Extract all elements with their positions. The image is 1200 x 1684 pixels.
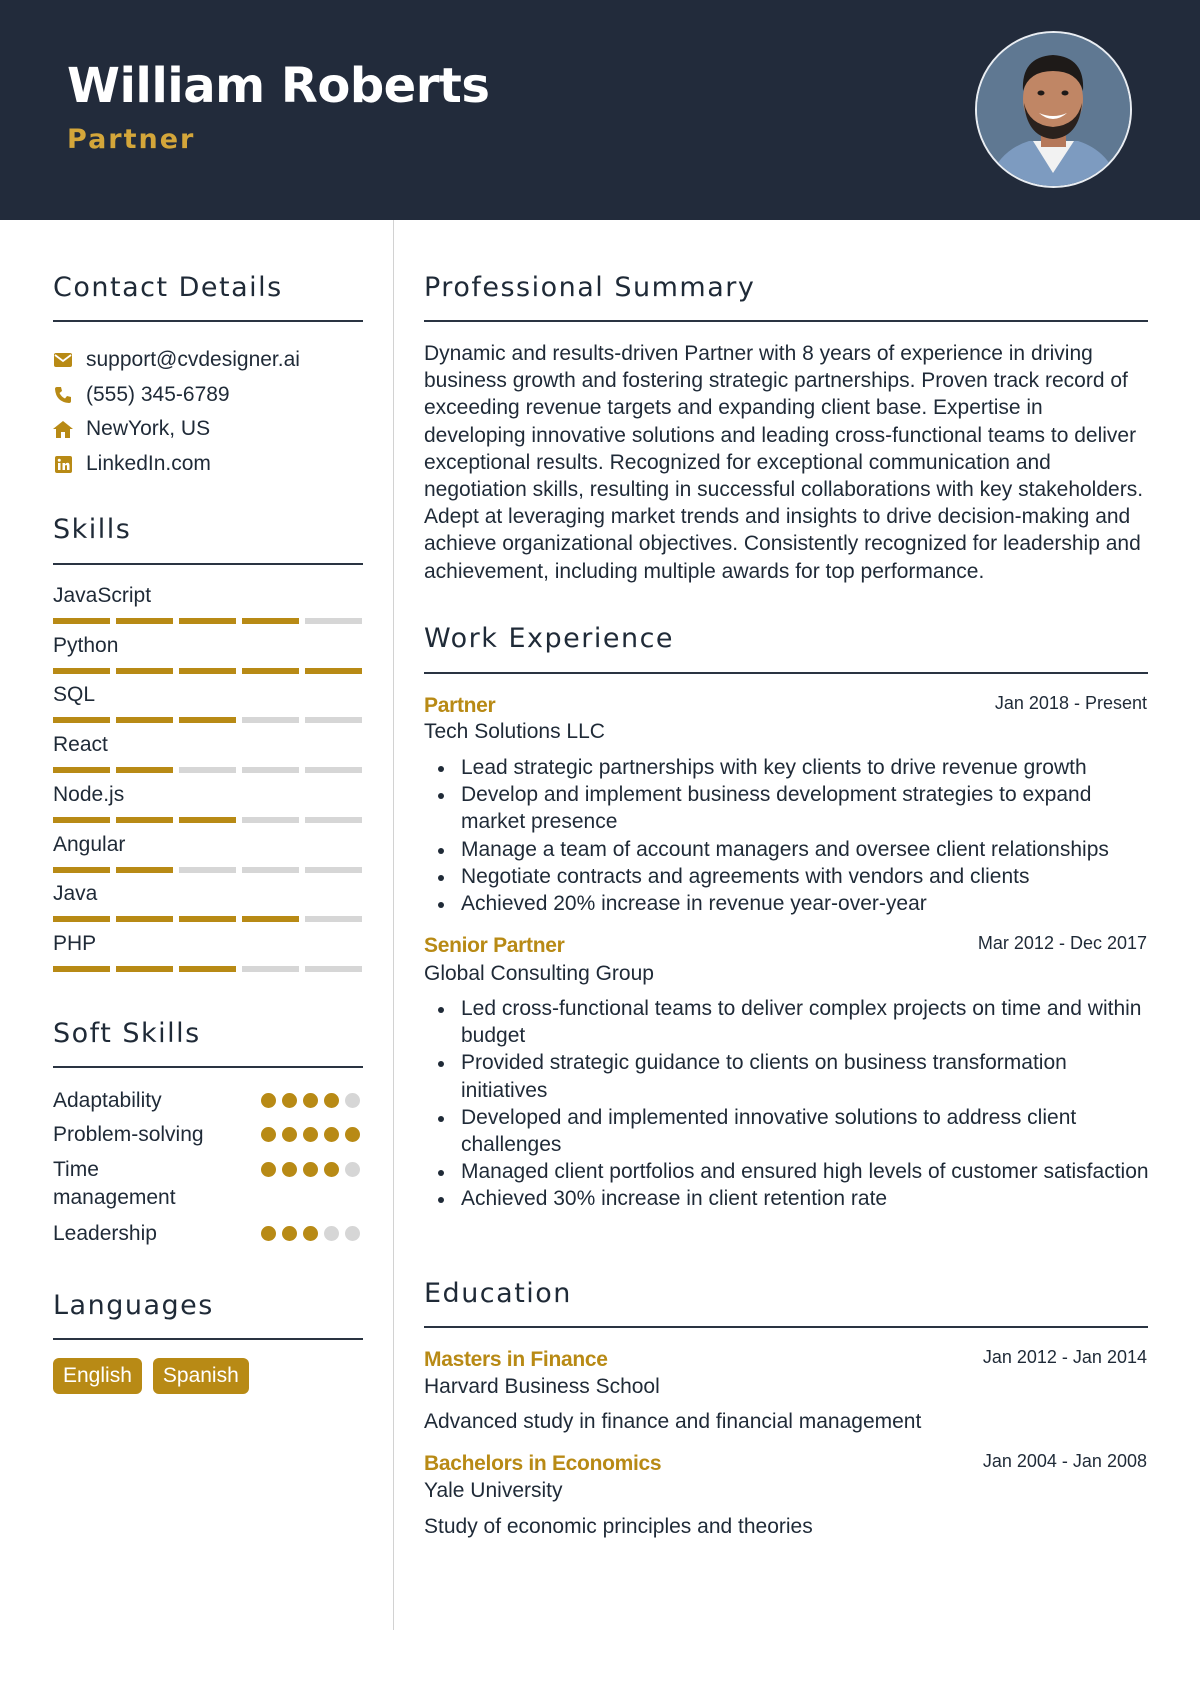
rating-dot (345, 1127, 360, 1142)
skill-name: Node.js (53, 782, 125, 806)
contact-rule (53, 320, 363, 322)
skill-level-bar (53, 767, 362, 773)
skill-level-segment (305, 966, 362, 972)
soft-skill-name: Problem-solving (53, 1123, 204, 1146)
education-degree: Masters in Finance (424, 1348, 608, 1371)
skill-level-segment (242, 668, 299, 674)
rating-dot (282, 1093, 297, 1108)
contact-phone[interactable] (53, 381, 230, 409)
language-badge: Spanish (153, 1358, 249, 1394)
summary-heading: Professional Summary (424, 272, 756, 303)
job-bullet: Lead strategic partnerships with key clients to drive revenue growth (461, 754, 1151, 781)
rating-dot (324, 1093, 339, 1108)
job-bullet: Achieved 20% increase in revenue year-over-year (461, 890, 1151, 917)
skill-level-segment (179, 966, 236, 972)
skill-level-segment (116, 618, 173, 624)
skill-level-segment (305, 717, 362, 723)
skill-level-segment (116, 867, 173, 873)
skill-name: Angular (53, 832, 126, 856)
rating-dot (261, 1093, 276, 1108)
contact-email[interactable] (53, 346, 300, 374)
skill-name: JavaScript (53, 584, 152, 607)
skill-level-segment (242, 767, 299, 773)
rating-dot (345, 1226, 360, 1241)
education-school: Harvard Business School (424, 1375, 660, 1398)
skill-level-bar (53, 966, 362, 972)
skill-level-segment (179, 668, 236, 674)
rating-dot (345, 1162, 360, 1177)
skill-level-bar (53, 916, 362, 922)
job-dates: Jan 2018 - Present (994, 693, 1147, 713)
rating-dot (261, 1226, 276, 1241)
job-bullets (461, 754, 1151, 917)
skill-name: PHP (53, 931, 97, 955)
contact-phone-text: (555) 345-6789 (86, 383, 230, 406)
job-bullet: Led cross-functional teams to deliver complex projects on time and within budget (461, 995, 1151, 1049)
phone-icon (53, 385, 73, 405)
rating-dot (303, 1093, 318, 1108)
job-bullet: Developed and implemented innovative solutions to address client challenges (461, 1104, 1151, 1158)
rating-dot (261, 1127, 276, 1142)
skill-level-segment (242, 966, 299, 972)
skill-level-segment (242, 717, 299, 723)
soft-skills-rule (53, 1066, 363, 1068)
skill-level-segment (242, 817, 299, 823)
skill-level-segment (53, 966, 110, 972)
skill-level-bar (53, 668, 362, 674)
experience-heading: Work Experience (424, 623, 675, 654)
skill-level-segment (305, 817, 362, 823)
languages-heading: Languages (53, 1290, 214, 1321)
soft-skill-rating (261, 1226, 360, 1241)
skill-level-segment (116, 668, 173, 674)
rating-dot (345, 1093, 360, 1108)
job-dates: Mar 2012 - Dec 2017 (977, 933, 1147, 953)
skill-level-segment (53, 767, 110, 773)
profile-photo-illustration (977, 33, 1130, 186)
job-bullet: Provided strategic guidance to clients on business transformation initiatives (461, 1049, 1151, 1103)
skill-level-segment (242, 867, 299, 873)
education-heading: Education (424, 1278, 572, 1309)
education-school: Yale University (424, 1479, 563, 1502)
skill-name: Python (53, 633, 119, 657)
skill-level-segment (53, 668, 110, 674)
skill-level-segment (179, 867, 236, 873)
skill-level-bar (53, 867, 362, 873)
education-description: Study of economic principles and theories (424, 1515, 813, 1538)
linkedin-icon (53, 454, 73, 474)
skill-level-segment (179, 767, 236, 773)
summary-text: Dynamic and results-driven Partner with 8 years of experience in driving business growth and fostering strategic partnerships. Proven track record of exceeding revenue targets and expanding client base. Expertise in developing innovative solutions and leading cross-functional teams to deliver exceptional results. Recognized for exceptional communication and negotiation skills, resulting in successful collaborations with key stakeholders. Adept at leveraging market trends and insights to drive decision-making and achieve organizational objectives. Consistently recognized for leadership and achievement, including multiple awards for top performance. (424, 342, 1144, 583)
education-description: Advanced study in finance and financial management (424, 1410, 922, 1433)
skill-level-segment (179, 916, 236, 922)
skill-level-segment (242, 618, 299, 624)
skill-level-segment (116, 767, 173, 773)
skill-level-segment (179, 817, 236, 823)
skill-level-segment (53, 717, 110, 723)
profile-photo (975, 31, 1132, 188)
contact-linkedin[interactable] (53, 450, 211, 478)
skill-name: Java (53, 882, 98, 906)
education-degree: Bachelors in Economics (424, 1452, 662, 1475)
job-company: Tech Solutions LLC (424, 720, 605, 743)
soft-skill-name: Leadership (53, 1222, 157, 1245)
job-bullet: Develop and implement business development strategies to expand market presence (461, 781, 1151, 835)
home-icon (53, 419, 73, 439)
skill-level-segment (305, 767, 362, 773)
soft-skill-name: Adaptability (53, 1089, 162, 1112)
job-bullet: Negotiate contracts and agreements with vendors and clients (461, 863, 1151, 890)
job-role: Partner (424, 694, 496, 717)
skill-level-segment (53, 916, 110, 922)
skill-level-segment (179, 618, 236, 624)
job-bullets (461, 995, 1151, 1213)
job-company: Global Consulting Group (424, 962, 654, 985)
summary-rule (424, 320, 1148, 322)
skill-level-segment (116, 717, 173, 723)
rating-dot (303, 1162, 318, 1177)
soft-skill-rating (261, 1162, 360, 1177)
skills-rule (53, 563, 363, 565)
soft-skills-heading: Soft Skills (53, 1018, 201, 1049)
job-bullet: Achieved 30% increase in client retention rate (461, 1185, 1151, 1212)
skill-level-segment (305, 867, 362, 873)
skill-level-segment (305, 618, 362, 624)
soft-skill-name: Time management (53, 1158, 176, 1209)
column-divider (393, 220, 394, 1630)
contact-email-text: support@cvdesigner.ai (86, 348, 300, 371)
rating-dot (282, 1127, 297, 1142)
rating-dot (324, 1162, 339, 1177)
education-dates: Jan 2012 - Jan 2014 (982, 1347, 1147, 1367)
envelope-icon (53, 350, 73, 370)
skill-level-segment (53, 618, 110, 624)
rating-dot (282, 1226, 297, 1241)
contact-location-text: NewYork, US (86, 417, 211, 440)
languages-list (53, 1358, 249, 1394)
skill-name: SQL (53, 683, 96, 707)
job-bullet: Managed client portfolios and ensured high levels of customer satisfaction (461, 1158, 1151, 1185)
skill-level-bar (53, 717, 362, 723)
skills-heading: Skills (53, 514, 132, 545)
skill-level-segment (305, 916, 362, 922)
job-bullet: Manage a team of account managers and oversee client relationships (461, 836, 1151, 863)
skill-level-segment (242, 916, 299, 922)
skill-level-segment (116, 916, 173, 922)
skill-level-segment (179, 717, 236, 723)
rating-dot (261, 1162, 276, 1177)
soft-skill-rating (261, 1093, 360, 1108)
rating-dot (324, 1127, 339, 1142)
education-dates: Jan 2004 - Jan 2008 (982, 1451, 1147, 1471)
resume-header (0, 0, 1200, 220)
rating-dot (303, 1127, 318, 1142)
skill-level-segment (53, 817, 110, 823)
contact-location (53, 415, 210, 443)
languages-rule (53, 1338, 363, 1340)
candidate-title: Partner (67, 124, 196, 155)
skill-level-segment (116, 817, 173, 823)
rating-dot (282, 1162, 297, 1177)
education-rule (424, 1326, 1148, 1328)
rating-dot (324, 1226, 339, 1241)
skill-level-bar (53, 618, 362, 624)
skill-name: React (53, 733, 108, 757)
rating-dot (303, 1226, 318, 1241)
contact-heading: Contact Details (53, 272, 283, 303)
skill-level-segment (53, 867, 110, 873)
skill-level-bar (53, 817, 362, 823)
candidate-name: William Roberts (67, 58, 490, 114)
experience-rule (424, 672, 1148, 674)
soft-skill-rating (261, 1127, 360, 1142)
job-role: Senior Partner (424, 934, 565, 957)
contact-linkedin-text: LinkedIn.com (86, 452, 211, 475)
language-badge: English (53, 1358, 142, 1394)
skill-level-segment (116, 966, 173, 972)
skill-level-segment (305, 668, 362, 674)
